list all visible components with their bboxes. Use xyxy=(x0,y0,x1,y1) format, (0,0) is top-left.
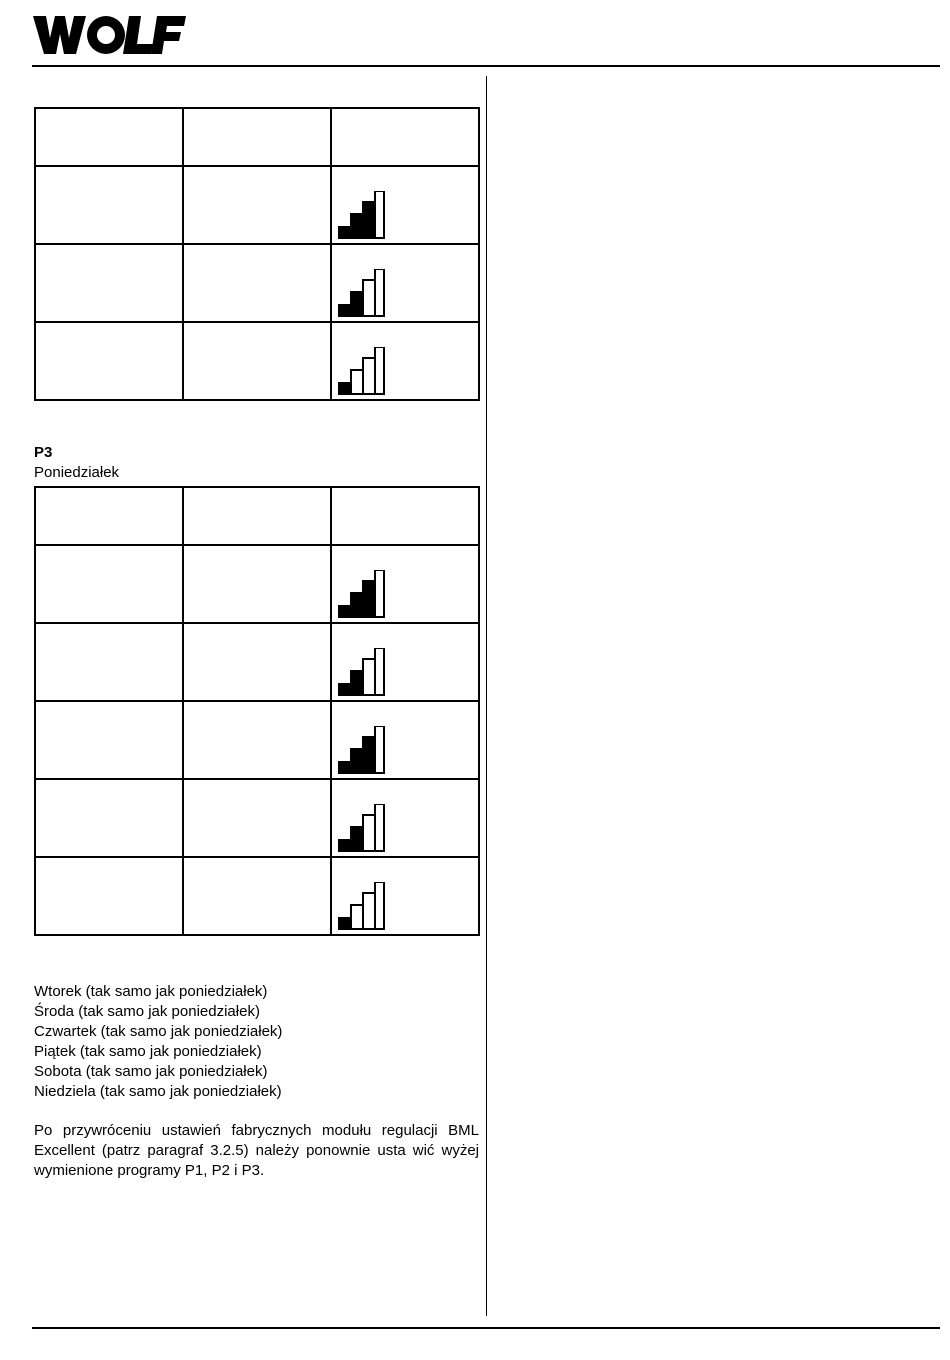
level-bar xyxy=(375,804,384,851)
table-row xyxy=(35,701,479,779)
level-bar xyxy=(375,726,384,773)
level-bar xyxy=(339,840,351,851)
table-cell xyxy=(183,779,331,857)
level-bar xyxy=(351,671,363,695)
table-header-row xyxy=(35,108,479,166)
level-bar xyxy=(363,815,375,851)
level-bar xyxy=(363,202,375,238)
level-bars-icon xyxy=(338,804,386,852)
table-cell xyxy=(35,623,183,701)
table-header-cell xyxy=(35,487,183,545)
level-bar xyxy=(351,749,363,773)
level-bar xyxy=(351,593,363,617)
table-row xyxy=(35,322,479,400)
level-bar xyxy=(339,383,351,394)
level-bar xyxy=(375,191,384,238)
table-cell xyxy=(35,166,183,244)
level-cell xyxy=(331,701,479,779)
day-line: Czwartek (tak samo jak poniedziałek) xyxy=(34,1023,283,1040)
table-row xyxy=(35,166,479,244)
table-cell xyxy=(183,166,331,244)
schedule-table-2 xyxy=(34,486,480,936)
level-bar xyxy=(363,280,375,316)
table-header-cell xyxy=(183,487,331,545)
column-divider xyxy=(486,76,487,1316)
days-list xyxy=(34,982,282,1102)
level-bar xyxy=(351,905,363,929)
reset-note: Po przywróceniu ustawień fabrycznych modułu regulacji BML Excellent (patrz paragraf 3.2.5) należy ponownie usta wić wyżej wymienione programy P1, P2 i P3. xyxy=(34,1122,479,1179)
level-bar xyxy=(351,827,363,851)
table-cell xyxy=(35,701,183,779)
level-cell xyxy=(331,857,479,935)
schedule-table-1 xyxy=(34,107,480,401)
level-bar xyxy=(363,581,375,617)
level-bar xyxy=(375,269,384,316)
level-bar xyxy=(375,570,384,617)
level-cell xyxy=(331,779,479,857)
level-bars-icon xyxy=(338,191,386,239)
table-header-cell xyxy=(35,108,183,166)
level-bars-icon xyxy=(338,726,386,774)
top-rule xyxy=(32,65,940,67)
day-line: Wtorek (tak samo jak poniedziałek) xyxy=(34,983,268,1000)
table-row xyxy=(35,623,479,701)
level-cell xyxy=(331,322,479,400)
level-bars-icon xyxy=(338,882,386,930)
table-cell xyxy=(183,857,331,935)
program-heading: P3 xyxy=(34,444,53,461)
level-bars-icon xyxy=(338,648,386,696)
level-bar xyxy=(351,214,363,238)
level-bars-icon xyxy=(338,570,386,618)
level-bar xyxy=(375,882,384,929)
level-bar xyxy=(375,648,384,695)
level-bar xyxy=(363,659,375,695)
table-cell xyxy=(35,322,183,400)
table-cell xyxy=(35,779,183,857)
day-line: Środa (tak samo jak poniedziałek) xyxy=(34,1003,260,1020)
level-bar xyxy=(339,606,351,617)
level-bars-icon xyxy=(338,347,386,395)
wolf-logo xyxy=(33,14,187,56)
table-cell xyxy=(35,244,183,322)
table-header-cell xyxy=(331,108,479,166)
level-cell xyxy=(331,166,479,244)
table-row xyxy=(35,545,479,623)
level-cell xyxy=(331,545,479,623)
table-row xyxy=(35,779,479,857)
level-bar xyxy=(339,918,351,929)
level-bar xyxy=(339,227,351,238)
day-line: Sobota (tak samo jak poniedziałek) xyxy=(34,1063,268,1080)
day-line: Niedziela (tak samo jak poniedziałek) xyxy=(34,1083,282,1100)
level-bar xyxy=(363,893,375,929)
table-cell xyxy=(35,545,183,623)
level-bar xyxy=(351,292,363,316)
table-cell xyxy=(35,857,183,935)
table-row xyxy=(35,857,479,935)
table-cell xyxy=(183,244,331,322)
day-line: Piątek (tak samo jak poniedziałek) xyxy=(34,1043,262,1060)
level-bars-icon xyxy=(338,269,386,317)
table-header-cell xyxy=(331,487,479,545)
level-bar xyxy=(339,684,351,695)
table-cell xyxy=(183,701,331,779)
level-bar xyxy=(339,305,351,316)
day-label: Poniedziałek xyxy=(34,464,120,481)
bottom-rule xyxy=(32,1327,940,1329)
level-cell xyxy=(331,623,479,701)
table-header-cell xyxy=(183,108,331,166)
level-bar xyxy=(363,358,375,394)
table-cell xyxy=(183,322,331,400)
level-cell xyxy=(331,244,479,322)
level-bar xyxy=(375,347,384,394)
level-bar xyxy=(339,762,351,773)
table-cell xyxy=(183,545,331,623)
level-bar xyxy=(363,737,375,773)
table-row xyxy=(35,244,479,322)
level-bar xyxy=(351,370,363,394)
table-cell xyxy=(183,623,331,701)
table-header-row xyxy=(35,487,479,545)
